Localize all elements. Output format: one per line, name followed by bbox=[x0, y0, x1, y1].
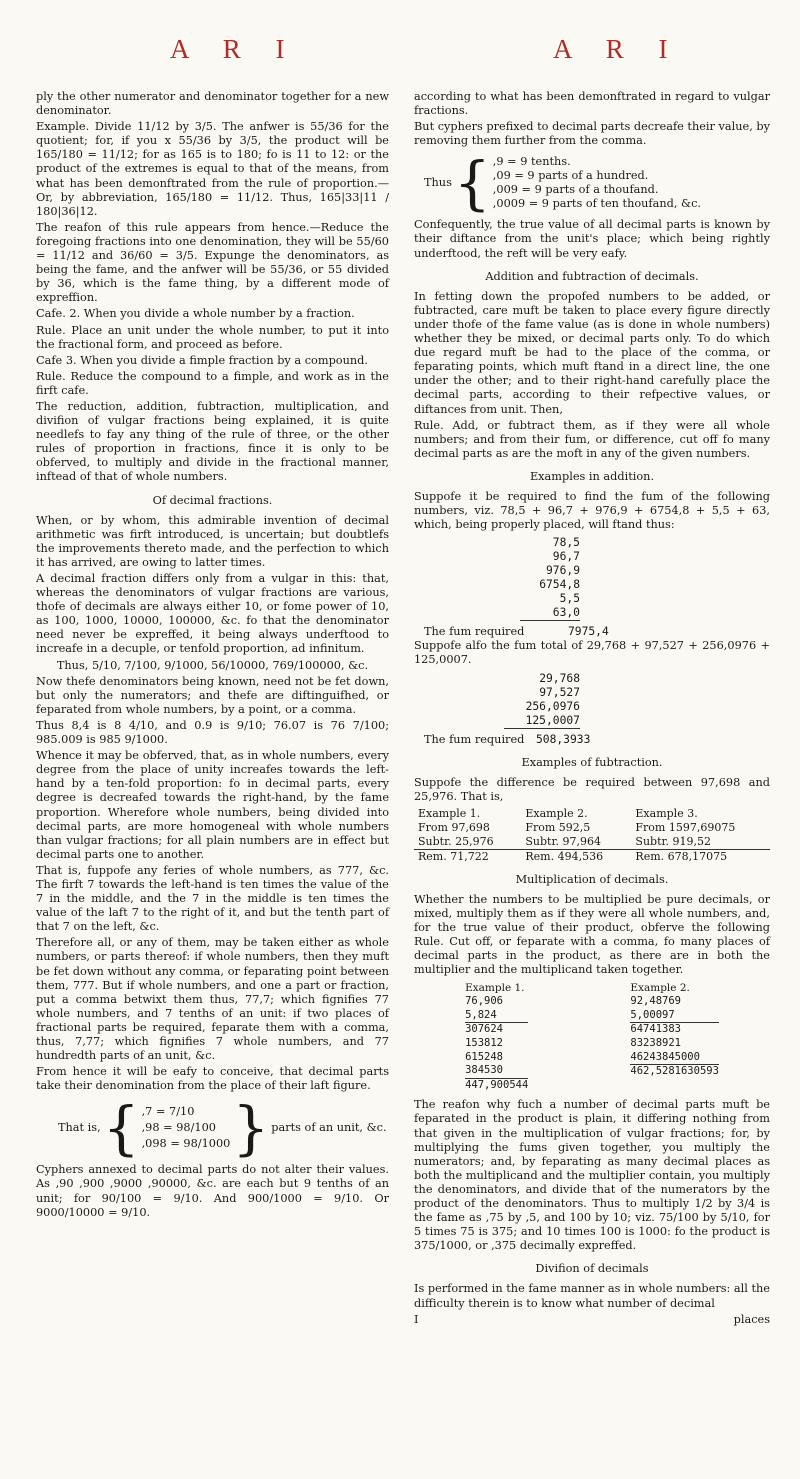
remainder: Rem. 71,722 bbox=[418, 849, 489, 863]
minuend: From 1597,69075 bbox=[635, 820, 736, 834]
multiplication-examples bbox=[414, 982, 770, 1093]
sum-line bbox=[424, 733, 770, 747]
partial-product: 384530 bbox=[465, 1064, 528, 1079]
section-heading: Divifion of decimals bbox=[535, 1262, 649, 1276]
partial-product: 307624 bbox=[465, 1023, 503, 1036]
subtraction-examples bbox=[414, 807, 770, 864]
addend: 63,0 bbox=[520, 606, 580, 621]
paragraph: Cafe 3. When you divide a fimple fraction by a compound. bbox=[36, 353, 368, 367]
partial-product: 46243845000 bbox=[630, 1051, 719, 1066]
example-heading: Example 3. bbox=[635, 806, 698, 820]
paragraph: The reafon of this rule appears from hence.—Reduce the foregoing fractions into one denomination, they will be 55/60 = 11/12 and 36/60 = 3/5. Expunge the denominators, as being the fame, and the anfwer will be 55/36, or 55 divided by 36, which is the fame thing, by a different mode of expreffion. bbox=[36, 220, 389, 305]
paragraph: In fetting down the propofed numbers to be added, or fubtracted, care muft be taken to place every figure directly under thofe of the fame value (as is done in whole numbers) whether they be mixed, or decimal parts only. To do which due regard muft be had to the place of the comma, or feparating points, which muft ftand in a direct line, the one under the other; and to their right-hand carefully place the decimal parts, according to their refpective values, or diftances from unit. Then, bbox=[414, 289, 770, 416]
paragraph: Whence it may be obferved, that, as in whole numbers, every degree from the place of unity increafes towards the left-hand by a ten-fold proportion: fo in decimal parts, every degree is decreafed towards the right-hand, by the fame proportion. Wherefore whole numbers, being divided into decimal parts, are more homogeneal with whole numbers than vulgar fractions; for all plain numbers are in effect but decimal parts one to another. bbox=[36, 749, 389, 861]
sum-value: 508,3933 bbox=[535, 732, 591, 746]
sum-label: The fum required bbox=[424, 625, 525, 639]
tenths-row: ,009 = 9 parts of a thoufand. bbox=[492, 183, 659, 197]
fraction-row: ,7 = 7/10 bbox=[141, 1105, 195, 1119]
paragraph: Therefore all, or any of them, may be taken either as whole numbers, or parts thereof: if whole numbers, then they muft be fet down without any comma, or feparating point between them, 777. But if whole numbers, and one a part or fraction, put a comma betwixt them thus, 77,7; which fignifies 77 whole numbers, and 7 tenths of an unit: if two places of fractional parts be required, feparate them with a comma, thus, 7,77; which fignifies 7 whole numbers, and 77 hundredth parts of an unit, &c. bbox=[36, 936, 389, 1063]
tenths-row: ,09 = 9 parts of a hundred. bbox=[492, 169, 649, 183]
addend: 29,768 bbox=[539, 671, 580, 685]
signature-mark: I bbox=[414, 1312, 419, 1326]
parts-label: parts of an unit, &c. bbox=[271, 1121, 387, 1135]
right-brace: } bbox=[232, 1094, 270, 1163]
paragraph: according to what has been demonftrated in regard to vulgar fractions. bbox=[414, 90, 770, 118]
catchline bbox=[414, 1313, 770, 1327]
subtrahend: Subtr. 25,976 bbox=[414, 835, 521, 850]
paragraph: Now thefe denominators being known, need not be fet down, but only the numerators; and thefe are diftinguifhed, or feparated from whole numbers, by a point, or a comma. bbox=[36, 674, 389, 716]
section-heading: Multiplication of decimals. bbox=[515, 872, 669, 886]
paragraph: Suppofe it be required to find the fum of the following numbers, viz. 78,5 + 96,7 + 976,9 + 6754,8 + 5,5 + 63, which, being properly placed, will ftand thus: bbox=[414, 489, 770, 532]
addend: 97,527 bbox=[539, 685, 580, 699]
tenths-row: ,0009 = 9 parts of ten thoufand, &c. bbox=[492, 197, 701, 211]
running-head-right: A R I bbox=[553, 34, 682, 64]
section-heading: Examples in addition. bbox=[529, 469, 655, 483]
addend: 125,0007 bbox=[504, 714, 580, 729]
paragraph: Thus 8,4 is 8 4/10, and 0.9 is 9/10; 76.07 is 76 7/100; 985.009 is 985 9/1000. bbox=[36, 718, 389, 747]
left-brace: { bbox=[102, 1094, 140, 1163]
paragraph: But cyphers prefixed to decimal parts decreafe their value, by removing them further from the comma. bbox=[414, 120, 770, 148]
addend: 5,5 bbox=[559, 592, 580, 606]
that-is-label: That is, bbox=[58, 1121, 101, 1135]
paragraph: Rule. Reduce the compound to a fimple, and work as in the firft cafe. bbox=[36, 369, 389, 397]
paragraph: Example. Divide 11/12 by 3/5. The anfwer is 55/36 for the quotient; for, if you x 55/36 by 3/5, the product will be 165/180 = 11/12; for as 165 is to 180; fo is 11 to 12: or the product of the extremes is equal to that of the means, from what has been demonftrated from the rule of proportion.—Or, by abbreviation, 165/180 = 11/12. Thus, 165|33|11 / 180|36|12. bbox=[36, 120, 389, 218]
tenths-table bbox=[424, 149, 770, 218]
paragraph: Confequently, the true value of all decimal parts is known by their diftance from the unit's place; which being rightly underftood, the reft will be very eafy. bbox=[414, 218, 770, 260]
paragraph: Suppofe the difference be required between 97,698 and 25,976. That is, bbox=[414, 775, 770, 803]
addition-column-2 bbox=[504, 672, 580, 729]
partial-product: 153812 bbox=[465, 1036, 503, 1049]
paragraph: That is, fuppofe any feries of whole numbers, as 777, &c. The firft 7 towards the left-hand is ten times the value of the 7 in the middle, and the 7 in the middle is ten times the value of the laft 7 to the right of it, and but the tenth part of that 7 on the left, &c. bbox=[36, 863, 389, 934]
paragraph: Cyphers annexed to decimal parts do not alter their values. As ,90 ,900 ,9000 ,90000, &c. are each but 9 tenths of an unit; for 90/100 = 9/10. And 900/1000 = 9/10. Or 9000/10000 = 9/10. bbox=[36, 1163, 389, 1219]
tenths-row: ,9 = 9 tenths. bbox=[492, 155, 571, 169]
partial-product: 64741383 bbox=[630, 1023, 681, 1036]
multiplier: 5,824 bbox=[465, 1009, 528, 1024]
addend: 6754,8 bbox=[539, 578, 580, 592]
multiplicand: 92,48769 bbox=[630, 995, 681, 1008]
decimal-fraction-examples: Thus, 5/10, 7/100, 9/1000, 56/10000, 769/100000, &c. bbox=[56, 658, 369, 672]
sum-label: The fum required bbox=[424, 732, 525, 746]
multiplier: 5,00097 bbox=[630, 1009, 719, 1024]
running-head-left: A R I bbox=[170, 34, 299, 64]
example-heading: Example 1. bbox=[465, 981, 525, 994]
example-heading: Example 2. bbox=[525, 806, 588, 820]
sum-value: 7975,4 bbox=[567, 625, 609, 639]
fraction-row: ,098 = 98/1000 bbox=[141, 1137, 231, 1151]
addend: 256,0976 bbox=[525, 699, 580, 713]
decimal-places-table bbox=[58, 1094, 389, 1163]
left-brace: { bbox=[453, 149, 491, 218]
paragraph: A decimal fraction differs only from a vulgar in this: that, whereas the denominators of vulgar fractions are various, thofe of decimals are always either 10, or fome power of 10, as 100, 1000, 10000, 100000, &c. fo that the denominator need never be expreffed, it being always underftood to increafe in a decuple, or tenfold proportion, ad infinitum. bbox=[36, 572, 389, 656]
paragraph: From hence it will be eafy to conceive, that decimal parts take their denomination from the place of their laft figure. bbox=[36, 1065, 389, 1093]
thus-label: Thus bbox=[424, 176, 452, 190]
subtrahend: Subtr. 97,964 bbox=[521, 835, 631, 850]
paragraph: Rule. Place an unit under the whole number, to put it into the fractional form, and proceed as before. bbox=[36, 323, 389, 351]
paragraph: Is performed in the fame manner as in whole numbers: all the difficulty therein is to know what number of decimal bbox=[414, 1282, 770, 1310]
partial-product: 83238921 bbox=[630, 1036, 681, 1049]
partial-product: 615248 bbox=[465, 1050, 503, 1063]
remainder: Rem. 494,536 bbox=[525, 849, 604, 863]
multiplication-example-2 bbox=[630, 982, 719, 1093]
example-heading: Example 1. bbox=[418, 806, 481, 820]
fraction-row: ,98 = 98/100 bbox=[141, 1121, 216, 1135]
paragraph: Cafe. 2. When you divide a whole number by a fraction. bbox=[36, 307, 355, 321]
paragraph: Whether the numbers to be multiplied be pure decimals, or mixed, multiply them as if they were all whole numbers, and, for the true value of their product, obferve the following Rule. Cut off, or feparate with a comma, fo many places of decimal parts in the product, as there are in both the multiplier and the multiplicand taken together. bbox=[414, 893, 770, 977]
section-heading: Addition and fubtraction of decimals. bbox=[485, 269, 699, 283]
paragraph: The reduction, addition, fubtraction, multiplication, and divifion of vulgar fractions being explained, it is quite needlefs to fay any thing of the rule of three, or the other rules of proportion in fractions, fince it is only to be obferved, to multiply and divide in the fractional manner, inftead of that of whole numbers. bbox=[36, 399, 389, 484]
minuend: From 97,698 bbox=[418, 820, 490, 834]
left-column bbox=[36, 90, 389, 1222]
paragraph: Suppofe alfo the fum total of 29,768 + 97,527 + 256,0976 + 125,0007. bbox=[414, 639, 770, 667]
right-column bbox=[414, 90, 770, 1327]
paragraph: Rule. Add, or fubtract them, as if they were all whole numbers; and from their fum, or difference, cut off fo many decimal parts as are the moft in any of the given numbers. bbox=[414, 418, 770, 460]
paragraph: The reafon why fuch a number of decimal parts muft be feparated in the product is plain, it differing nothing from that given in the multiplication of vulgar fractions; for, by multiplying the fums given together, you multiply the numerators; and, by feparating as many decimal places as both the multiplicand and the multiplier contain, you multiply the denominators, and divide that of the numerators by the product of the denominators. Thus to multiply 1/2 by 3/4 is the fame as ,75 by ,5, and 100 by 10; viz. 75/100 by 5/10, for 5 times 75 is 375; and 10 times 100 is 1000: fo the product is 375/1000, or ,375 decimally expreffed. bbox=[414, 1098, 770, 1253]
catchword: places bbox=[733, 1312, 770, 1326]
product: 462,5281630593 bbox=[630, 1065, 719, 1078]
remainder: Rem. 678,17075 bbox=[635, 849, 728, 863]
addition-column-1 bbox=[520, 536, 580, 621]
sum-line bbox=[424, 625, 770, 639]
paragraph: ply the other numerator and denominator together for a new denominator. bbox=[36, 90, 389, 118]
addend: 78,5 bbox=[552, 536, 580, 550]
product: 447,900544 bbox=[465, 1078, 529, 1091]
minuend: From 592,5 bbox=[525, 820, 591, 834]
subtrahend: Subtr. 919,52 bbox=[631, 835, 770, 850]
multiplication-example-1 bbox=[465, 982, 528, 1093]
addend: 976,9 bbox=[545, 564, 580, 578]
multiplicand: 76,906 bbox=[465, 995, 503, 1008]
example-heading: Example 2. bbox=[630, 981, 690, 994]
section-heading: Of decimal fractions. bbox=[152, 493, 273, 507]
section-heading: Examples of fubtraction. bbox=[521, 755, 663, 769]
paragraph: When, or by whom, this admirable invention of decimal arithmetic was firft introduced, is uncertain; but doubtlefs the improvements thereto made, and the perfection to which it has arrived, are owing to latter times. bbox=[36, 513, 389, 569]
addend: 96,7 bbox=[552, 550, 580, 564]
